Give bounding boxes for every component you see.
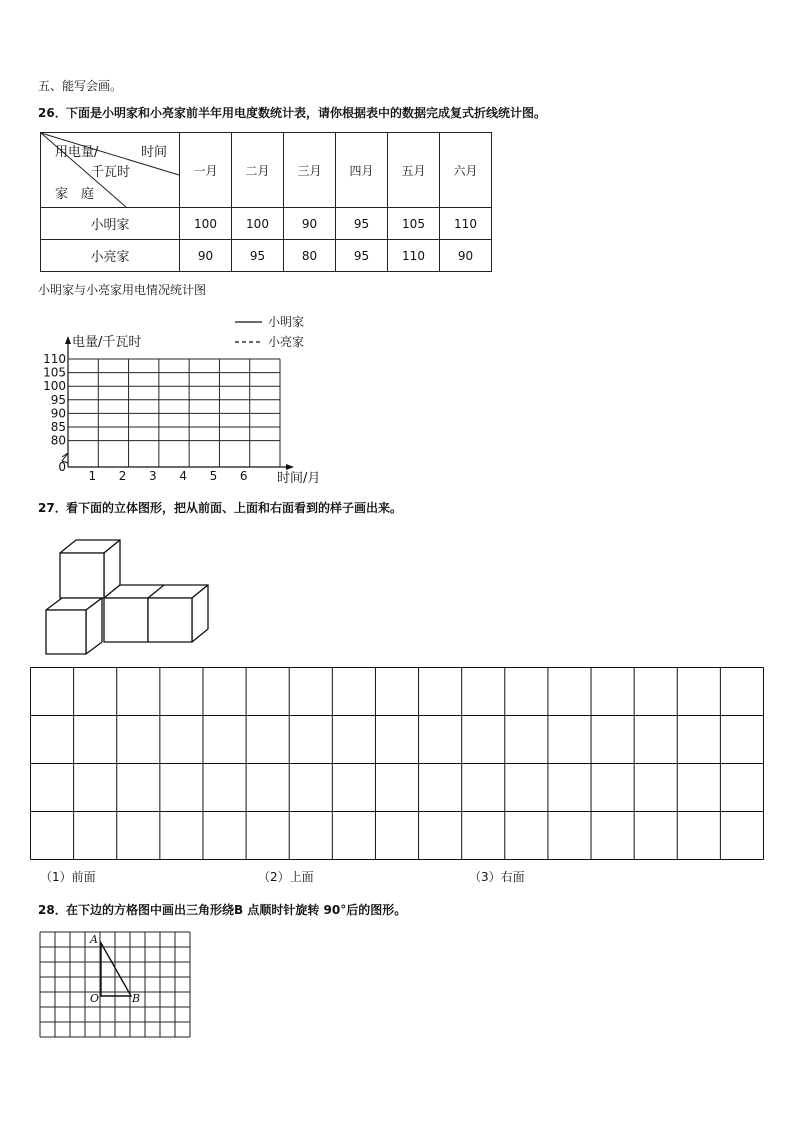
x-axis-arrow xyxy=(286,464,294,470)
month-header: 四月 xyxy=(336,133,388,208)
y-tick-label: 105 xyxy=(43,365,66,380)
y-tick-label: 100 xyxy=(43,379,66,394)
cube-front-face xyxy=(60,553,104,598)
corner-family-label: 家 庭 xyxy=(55,187,95,202)
x-tick-label: 3 xyxy=(149,469,157,483)
value-cell: 80 xyxy=(284,240,336,272)
value-cell: 100 xyxy=(232,208,284,240)
month-header: 一月 xyxy=(180,133,232,208)
corner-unit-label: 千瓦时 xyxy=(91,165,131,180)
q28-number: 28． xyxy=(38,903,67,917)
q28-text: 在下边的方格图中画出三角形绕B 点顺时针旋转 90°后的图形。 xyxy=(66,903,407,917)
y-tick-label: 85 xyxy=(50,420,66,434)
y-tick-label: 95 xyxy=(50,392,66,407)
view-label-front: （1）前面 xyxy=(40,870,96,884)
value-cell: 95 xyxy=(336,208,388,240)
rotation-grid[interactable] xyxy=(38,930,194,1040)
y-tick-label: 110 xyxy=(43,352,66,366)
q27-text: 看下面的立体图形，把从前面、上面和右面看到的样子画出来。 xyxy=(66,501,403,515)
view-label-top: （2）上面 xyxy=(258,870,314,884)
usage-line-chart xyxy=(30,308,330,488)
chart-grid xyxy=(62,336,294,470)
value-cell: 90 xyxy=(284,208,336,240)
value-cell: 90 xyxy=(440,240,492,272)
cube-front-face xyxy=(104,598,148,642)
value-cell: 100 xyxy=(180,208,232,240)
y-tick-label: 0 xyxy=(58,460,66,474)
x-tick-label: 2 xyxy=(118,469,127,483)
cube-front-face xyxy=(148,598,192,642)
x-tick-label: 5 xyxy=(209,469,218,483)
family-cell: 小亮家 xyxy=(41,240,180,272)
y-axis-arrow xyxy=(65,336,71,344)
section-heading: 五、能写会画。 xyxy=(38,79,123,93)
point-a-label: A xyxy=(90,933,98,946)
corner-usage-label: 用电量/ xyxy=(55,145,99,160)
month-header: 三月 xyxy=(284,133,336,208)
value-cell: 105 xyxy=(388,208,440,240)
y-tick-label: 90 xyxy=(50,406,66,421)
value-cell: 110 xyxy=(388,240,440,272)
table-row xyxy=(41,240,492,272)
month-header: 六月 xyxy=(440,133,492,208)
value-cell: 95 xyxy=(232,240,284,272)
value-cell: 95 xyxy=(336,240,388,272)
month-header: 二月 xyxy=(232,133,284,208)
q27-number: 27． xyxy=(38,501,67,515)
value-cell: 110 xyxy=(440,208,492,240)
x-tick-label: 4 xyxy=(179,469,187,483)
family-cell: 小明家 xyxy=(41,208,180,240)
value-cell: 90 xyxy=(180,240,232,272)
chart-title: 小明家与小亮家用电情况统计图 xyxy=(38,283,207,297)
month-header: 五月 xyxy=(388,133,440,208)
x-axis-label: 时间/月 xyxy=(277,471,321,486)
table-header-row xyxy=(41,133,492,208)
legend-label: 小亮家 xyxy=(268,335,305,349)
x-tick-label: 1 xyxy=(88,469,97,483)
point-o-label: O xyxy=(90,992,100,1005)
q26-text: 下面是小明家和小亮家前半年用电度数统计表，请你根据表中的数据完成复式折线统计图。 xyxy=(66,106,547,120)
y-tick-label: 80 xyxy=(50,433,66,448)
view-label-right: （3）右面 xyxy=(469,870,525,884)
x-tick-label: 6 xyxy=(239,469,248,483)
answer-grid[interactable] xyxy=(30,667,764,860)
usage-table xyxy=(40,132,492,272)
y-axis-label: 电量/千瓦时 xyxy=(72,335,142,350)
point-b-label: B xyxy=(132,992,141,1005)
corner-time-label: 时间 xyxy=(141,145,168,160)
triangle-aob xyxy=(101,943,131,996)
q26-number: 26． xyxy=(38,106,67,120)
legend-label: 小明家 xyxy=(268,315,305,329)
table-corner-cell xyxy=(41,133,180,208)
cube-figure xyxy=(42,538,222,663)
cube-front-face xyxy=(46,610,86,654)
table-row xyxy=(41,208,492,240)
